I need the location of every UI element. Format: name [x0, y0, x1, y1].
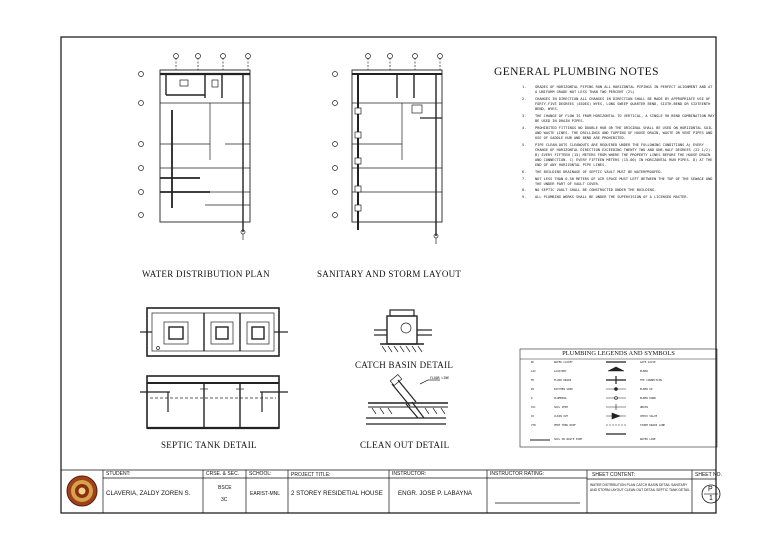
note-text: CHANGES IN DIRECTION ALL CHANGES IN DIRECTION SHALL BE MADE BY APPROPRIATE USE OF FORTY-FIVE DEGREES (45DEG) WYES, LONG SWEEP QUARTER BEND, SIXTH-BEND OR SIXTEENTH BEND, WYES.: [535, 96, 711, 112]
legend-desc: PLUMBING: [554, 397, 567, 400]
legend-symbol-desc: ELBOW DOWN: [640, 397, 656, 400]
legend-box: [520, 349, 717, 447]
legend-abbr: SVC: [531, 406, 536, 409]
legend-symbol-desc: ELBOW: [640, 370, 648, 373]
school-value: EARIST-MNL: [250, 491, 281, 497]
instructor-label: INSTRUCTOR:: [392, 471, 427, 477]
legend-desc: FLOOR DRAIN: [554, 379, 572, 382]
sheet-letter: P: [708, 486, 713, 493]
legend-abbr: VTR: [531, 424, 536, 427]
legend-desc: SOIL OR WASTE PIPE: [554, 438, 583, 441]
legend-symbol-desc: STORM DRAIN LINE: [640, 424, 665, 427]
note-item: [517, 143, 715, 169]
note-number: 8.: [522, 188, 527, 193]
note-item: [517, 188, 715, 193]
note-text: PROHIBITED FITTINGS NO DOUBLE HUB OR THE ORIGINAL SHALL BE USED ON HORIZONTAL SOIL AND WASTE LINES. THE DRILLINGS AND TAPPING OF HOUSE DRAIN, WASTE OR VENT PIPES AND USE OF SADDLE HUB AND BEND ARE PROHIBITED.: [535, 125, 713, 140]
note-number: 4.: [522, 125, 527, 130]
septic-tank-detail: [140, 308, 288, 428]
sanitary-storm-layout: [333, 54, 443, 245]
sheet-no-label: SHEET NO.: [695, 472, 722, 478]
note-item: [517, 85, 715, 95]
note-item: [517, 114, 715, 124]
note-number: 7.: [522, 176, 527, 181]
sheet-content-text: WATER DISTRIBUTION PLAN CATCH BASIN DETAIL SANITARY AND STORM LAYOUT CLEAN OUT DETAIL SEPTIC TANK DETAIL: [590, 483, 690, 492]
clean-out-title: CLEAN OUT DETAIL: [360, 440, 450, 450]
legend-desc: LAVATORY: [554, 370, 567, 373]
note-item: [517, 126, 715, 142]
note-text: NO SEPTIC VAULT SHALL BE CONSTRUCTED UNDER THE BUILDING.: [535, 188, 657, 193]
note-number: 9.: [522, 194, 527, 199]
legend-abbr: LAV: [531, 370, 536, 373]
legend-desc: KITCHEN SINK: [554, 388, 573, 391]
school-label: SCHOOL:: [249, 471, 272, 477]
legend-desc: SOIL VENT: [554, 406, 569, 409]
note-item: [517, 195, 715, 200]
note-item: [517, 177, 715, 187]
legend-desc: WATER CLOSET: [554, 361, 573, 364]
course-label: CRSE. & SEC.: [206, 471, 240, 477]
catch-basin-title: CATCH BASIN DETAIL: [355, 360, 454, 370]
note-text: ALL PLUMBING WORKS SHALL BE UNDER THE SUPERVISION OF A LICENSED MASTER.: [535, 194, 689, 199]
legend-symbol-desc: CHECK VALVE: [640, 415, 658, 418]
legend-desc: CLEAN OUT: [554, 415, 569, 418]
note-text: THE CHANGE OF FLOW IS FROM HORIZONTAL TO VERTICAL, A SINGLE 90 BEND COMBINATION MAY BE USED IN DRAIN PIPES.: [535, 113, 715, 123]
note-text: THE BUILDING DRAINAGE OF SEPTIC VAULT MUST BE WATERPROOFED.: [535, 170, 663, 174]
rating-label: INSTRUCTOR RATING:: [490, 471, 544, 477]
legend-abbr: FD: [531, 379, 535, 382]
septic-tank-title: SEPTIC TANK DETAIL: [161, 440, 257, 450]
note-number: 5.: [522, 142, 527, 147]
legend-abbr: P: [531, 397, 533, 400]
sheet-content-label: SHEET CONTENT:: [592, 472, 635, 478]
notes-title: GENERAL PLUMBING NOTES: [494, 66, 659, 78]
legend-abbr: WC: [531, 361, 535, 364]
note-item: [517, 170, 715, 175]
project-label: PROJECT TITLE:: [291, 472, 331, 478]
instructor-name: ENGR. JOSE P. LABAYNA: [398, 490, 473, 497]
legend-desc: VENT THRU ROOF: [554, 424, 576, 427]
student-name: CLAVERIA, ZALDY ZOREN S.: [106, 490, 191, 497]
note-item: [517, 97, 715, 113]
catch-basin-detail: [374, 310, 432, 352]
project-title: 2 STOREY RESIDETIAL HOUSE: [291, 490, 383, 497]
note-text: GRADES OF HORIZONTAL PIPING RUN ALL HORIZONTAL PIPINGS IN PERFECT ALIGNMENT AND AT A UNIFORM GRADE NOT LESS THAN TWO PERCENT (2%): [535, 85, 713, 95]
note-number: 6.: [522, 170, 527, 174]
legend-abbr: KS: [531, 388, 535, 391]
legend-symbol-desc: ELBOW UP: [640, 388, 653, 391]
note-number: 2.: [522, 96, 527, 101]
floor-line-label: FLOOR LINE: [430, 376, 450, 380]
legend-abbr: CO: [531, 415, 535, 418]
student-label: STUDENT:: [106, 471, 131, 477]
legend-symbol-desc: WATER LINE: [640, 438, 656, 441]
section-value: 3C: [221, 497, 228, 503]
notes-list: [517, 85, 715, 202]
legend-symbol-desc: GATE VALVE: [640, 361, 656, 364]
note-number: 1.: [522, 85, 527, 89]
sanitary-storm-title: SANITARY AND STORM LAYOUT: [317, 269, 462, 279]
note-text: PIPE CLEAN-OUTS CLEANOUTS ARE REQUIRED UNDER THE FOLLOWING CONDITIONS A) EVERY CHANGE OF HORIZONTAL DIRECTION EXCEEDING TWENTY TWO AND ONE-HALF DEGREES (22 1/2). B) EVERY FIFTEEN (15) METERS FROM WHERE THE PROPERTY LINES BEFORE THE HOUSE DRAIN AND CONNECTION. C) EVERY FIFTEEN METERS (15.00) IN HORIZONTAL RUN PIPES. D) AT THE END OF ANY HORIZONTAL PIPE LINES.: [535, 142, 713, 168]
legend-title: PLUMBING LEGENDS AND SYMBOLS: [562, 350, 675, 357]
sheet-number: 1: [709, 495, 713, 502]
course-value: BSCE: [218, 485, 232, 491]
note-text: NOT LESS THAN 0.50 METERS OF AIR SPACE MUST LEFT BETWEEN THE TOP OF THE SEWAGE AND THE UNDER PART OF VAULT COVER.: [535, 176, 713, 186]
legend-symbol-desc: UNION: [640, 406, 648, 409]
clean-out-detail: [366, 374, 448, 424]
water-distribution-plan: [139, 54, 251, 241]
legend-symbol-desc: TEE CONNECTION: [640, 379, 662, 382]
note-number: 3.: [522, 113, 527, 118]
school-logo: [67, 476, 97, 506]
water-distribution-title: WATER DISTRIBUTION PLAN: [142, 269, 270, 279]
